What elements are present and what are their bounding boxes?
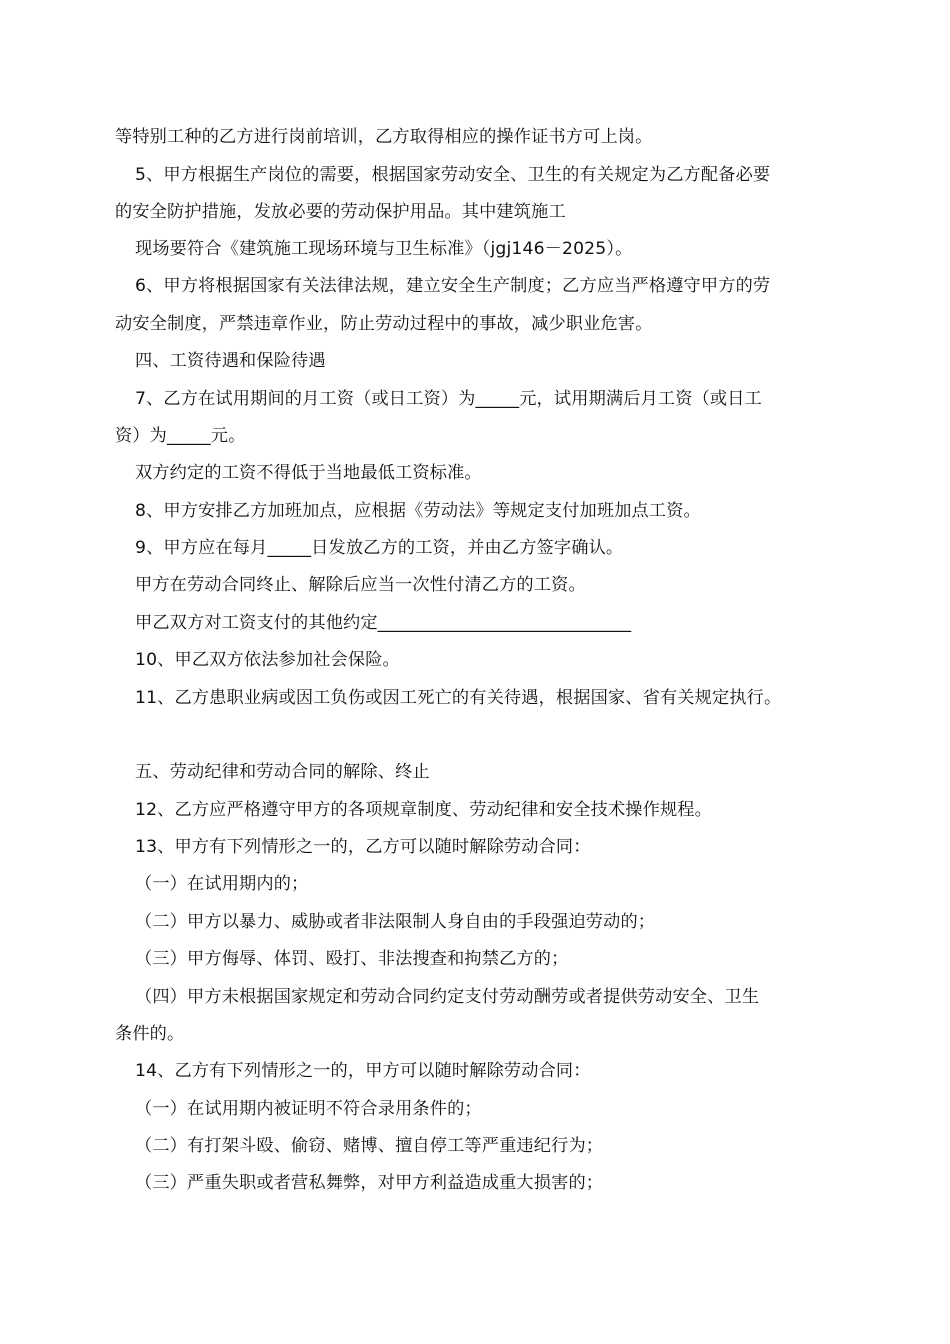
section-heading: 五、劳动纪律和劳动合同的解除、终止: [135, 762, 430, 782]
text-line: 5、甲方根据生产岗位的需要，根据国家劳动安全、卫生的有关规定为乙方配备必要: [135, 165, 771, 185]
text-line: 甲方在劳动合同终止、解除后应当一次性付清乙方的工资。: [135, 575, 586, 595]
text-line: （二）甲方以暴力、威胁或者非法限制人身自由的手段强迫劳动的；: [135, 912, 656, 932]
text-line: （一）在试用期内被证明不符合录用条件的；: [135, 1099, 482, 1119]
text-line: （三）甲方侮辱、体罚、殴打、非法搜查和拘禁乙方的；: [135, 949, 569, 969]
text-line: 11、乙方患职业病或因工负伤或因工死亡的有关待遇，根据国家、省有关规定执行。: [135, 688, 782, 708]
text-line: （三）严重失职或者营私舞弊，对甲方利益造成重大损害的；: [135, 1173, 604, 1193]
text-line: 甲乙双方对工资支付的其他约定_____________________________: [135, 613, 632, 633]
text-line: 13、甲方有下列情形之一的，乙方可以随时解除劳动合同：: [135, 837, 591, 857]
text-line: 动安全制度，严禁违章作业，防止劳动过程中的事故，减少职业危害。: [115, 314, 653, 334]
text-line: （一）在试用期内的；: [135, 874, 309, 894]
text-line: 9、甲方应在每月_____日发放乙方的工资，并由乙方签字确认。: [135, 538, 624, 558]
text-line: 双方约定的工资不得低于当地最低工资标准。: [135, 463, 482, 483]
text-line: 条件的。: [115, 1024, 185, 1044]
text-line: 12、乙方应严格遵守甲方的各项规章制度、劳动纪律和安全技术操作规程。: [135, 800, 712, 820]
text-line: （四）甲方未根据国家规定和劳动合同约定支付劳动酬劳或者提供劳动安全、卫生: [135, 987, 760, 1007]
text-line: 的安全防护措施，发放必要的劳动保护用品。其中建筑施工: [115, 202, 566, 222]
text-line: 现场要符合《建筑施工现场环境与卫生标准》（jgj146－2025）。: [135, 239, 633, 259]
section-heading: 四、工资待遇和保险待遇: [135, 351, 326, 371]
text-line: 14、乙方有下列情形之一的，甲方可以随时解除劳动合同：: [135, 1061, 591, 1081]
text-line: 8、甲方安排乙方加班加点，应根据《劳动法》等规定支付加班加点工资。: [135, 501, 701, 521]
text-line: 6、甲方将根据国家有关法律法规，建立安全生产制度；乙方应当严格遵守甲方的劳: [135, 276, 771, 296]
text-line: （二）有打架斗殴、偷窃、赌博、擅自停工等严重违纪行为；: [135, 1136, 604, 1156]
text-line: 等特别工种的乙方进行岗前培训，乙方取得相应的操作证书方可上岗。: [115, 127, 653, 147]
text-line: 资）为_____元。: [115, 426, 246, 446]
text-line: 10、甲乙双方依法参加社会保险。: [135, 650, 400, 670]
text-line: 7、乙方在试用期间的月工资（或日工资）为_____元，试用期满后月工资（或日工: [135, 389, 762, 409]
